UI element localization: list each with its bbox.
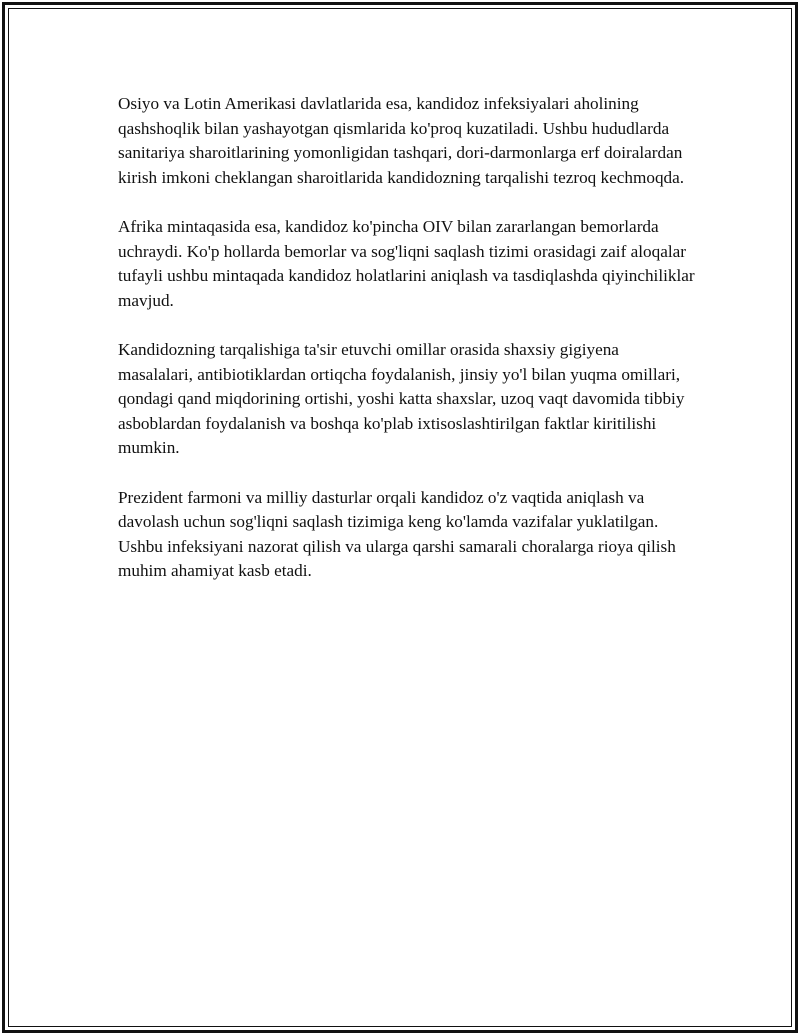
paragraph-risk-factors: Kandidozning tarqalishiga ta'sir etuvchi omillar orasida shaxsiy gigiyena masalalari, antibiotiklardan ortiqcha foydalanish, jinsiy yo'l bilan yuqma omillari, qondagi qand miqdorining ortishi, yoshi katta shaxslar, uzoq vaqt davomida tibbiy asboblardan foydalanish va boshqa ko'plab ixtisoslashtirilgan faktlar kiritilishi mumkin. <box>118 339 685 458</box>
paragraph-africa: Afrika mintaqasida esa, kandidoz ko'pincha OIV bilan zararlangan bemorlarda uchraydi. Ko'p hollarda bemorlar va sog'liqni saqlash tizimi orasidagi zaif aloqalar tufayli ushbu mintaqada kandidoz holatlarini aniqlash va tasdiqlashda qiyinchiliklar mavjud. <box>118 216 695 310</box>
paragraph-presidential-decree: Prezident farmoni va milliy dasturlar orqali kandidoz o'z vaqtida aniqlash va davolash uchun sog'liqni saqlash tizimiga keng ko'lamda vazifalar yuklatilgan. Ushbu infeksiyani nazorat qilish va ularga qarshi samarali choralarga rioya qilish muhim ahamiyat kasb etadi. <box>118 487 676 581</box>
document-body <box>118 92 698 608</box>
paragraph-asia-latin-america: Osiyo va Lotin Amerikasi davlatlarida esa, kandidoz infeksiyalari aholining qashshoqlik bilan yashayotgan qismlarida ko'proq kuzatiladi. Ushbu hududlarda sanitariya sharoitlarining yomonligidan tashqari, dori-darmonlarga erf doiralardan kirish imkoni cheklangan sharoitlarida kandidozning tarqalishi tezroq kechmoqda. <box>118 94 685 187</box>
